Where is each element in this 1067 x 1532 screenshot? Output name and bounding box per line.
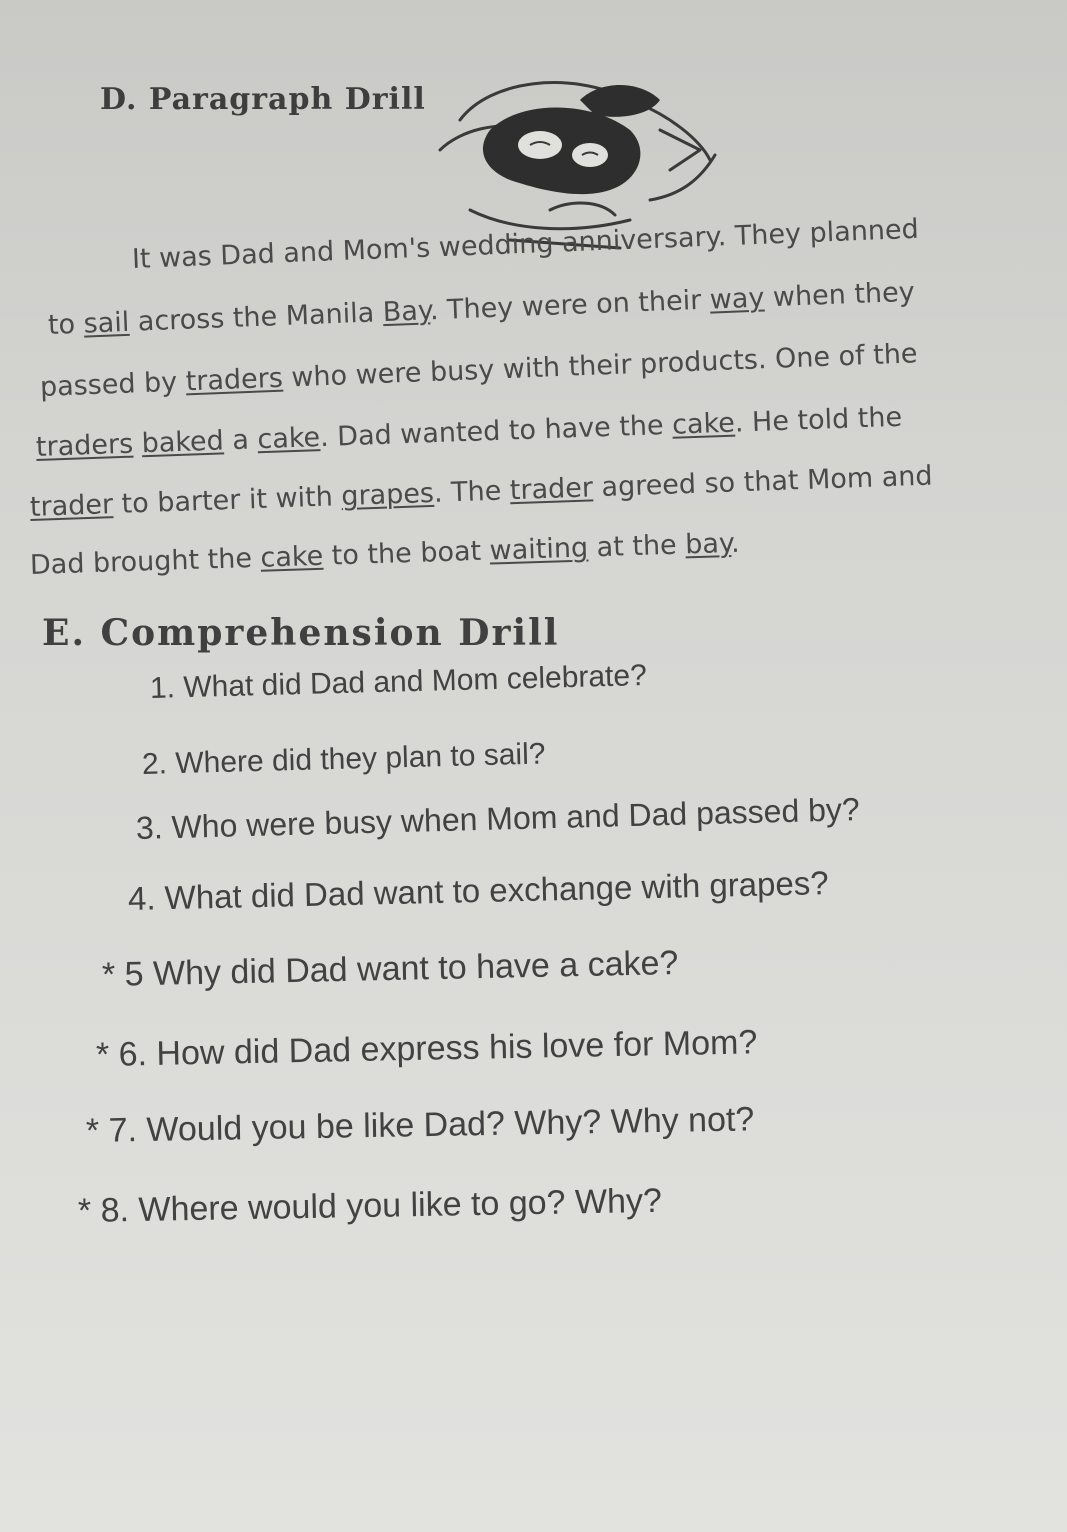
vocab-word-bay: bay: [684, 527, 732, 561]
vocab-word-baked: baked: [141, 425, 225, 460]
section-e-heading: E. Comprehension Drill: [42, 612, 560, 654]
question-2: 2. Where did they plan to sail?: [141, 737, 546, 781]
paragraph-line-4: traders baked a cake. Dad wanted to have the cake. He told the: [35, 401, 903, 463]
vocab-word-traders: traders: [35, 428, 134, 463]
paragraph-line-5: trader to barter it with grapes. The trader agreed so that Mom and: [29, 460, 934, 523]
vocab-word-cake: cake: [256, 422, 321, 456]
vocab-word-cake: cake: [671, 407, 736, 441]
question-6: * 6. How did Dad express his love for Mom?: [95, 1023, 758, 1074]
vocab-word-traders: traders: [185, 362, 284, 398]
question-3: 3. Who were busy when Mom and Dad passed by?: [135, 791, 861, 846]
section-d-heading: D. Paragraph Drill: [100, 82, 426, 117]
question-8: * 8. Where would you like to go? Why?: [77, 1181, 663, 1230]
question-7: * 7. Would you be like Dad? Why? Why not?: [85, 1100, 755, 1150]
paragraph-line-1: It was Dad and Mom's wedding anniversary. They planned: [131, 213, 920, 275]
vocab-word-grapes: grapes: [340, 477, 435, 513]
question-5: * 5 Why did Dad want to have a cake?: [101, 943, 679, 994]
question-1: 1. What did Dad and Mom celebrate?: [149, 658, 648, 705]
vocab-word-cake: cake: [260, 540, 324, 574]
vocab-word-way: way: [709, 282, 765, 316]
vocab-word-sail: sail: [83, 306, 130, 340]
vocab-word-bay: Bay: [382, 295, 431, 329]
paragraph-line-6: Dad brought the cake to the boat waiting at the bay.: [29, 527, 741, 581]
question-4: 4. What did Dad want to exchange with grapes?: [127, 864, 829, 917]
vocab-word-waiting: waiting: [489, 532, 589, 567]
vocab-word-trader: trader: [509, 472, 594, 507]
paragraph-line-3: passed by traders who were busy with their products. One of the: [39, 338, 919, 403]
paragraph-line-2: to sail across the Manila Bay. They were on their way when they: [47, 276, 916, 341]
vocab-word-trader: trader: [29, 489, 114, 523]
